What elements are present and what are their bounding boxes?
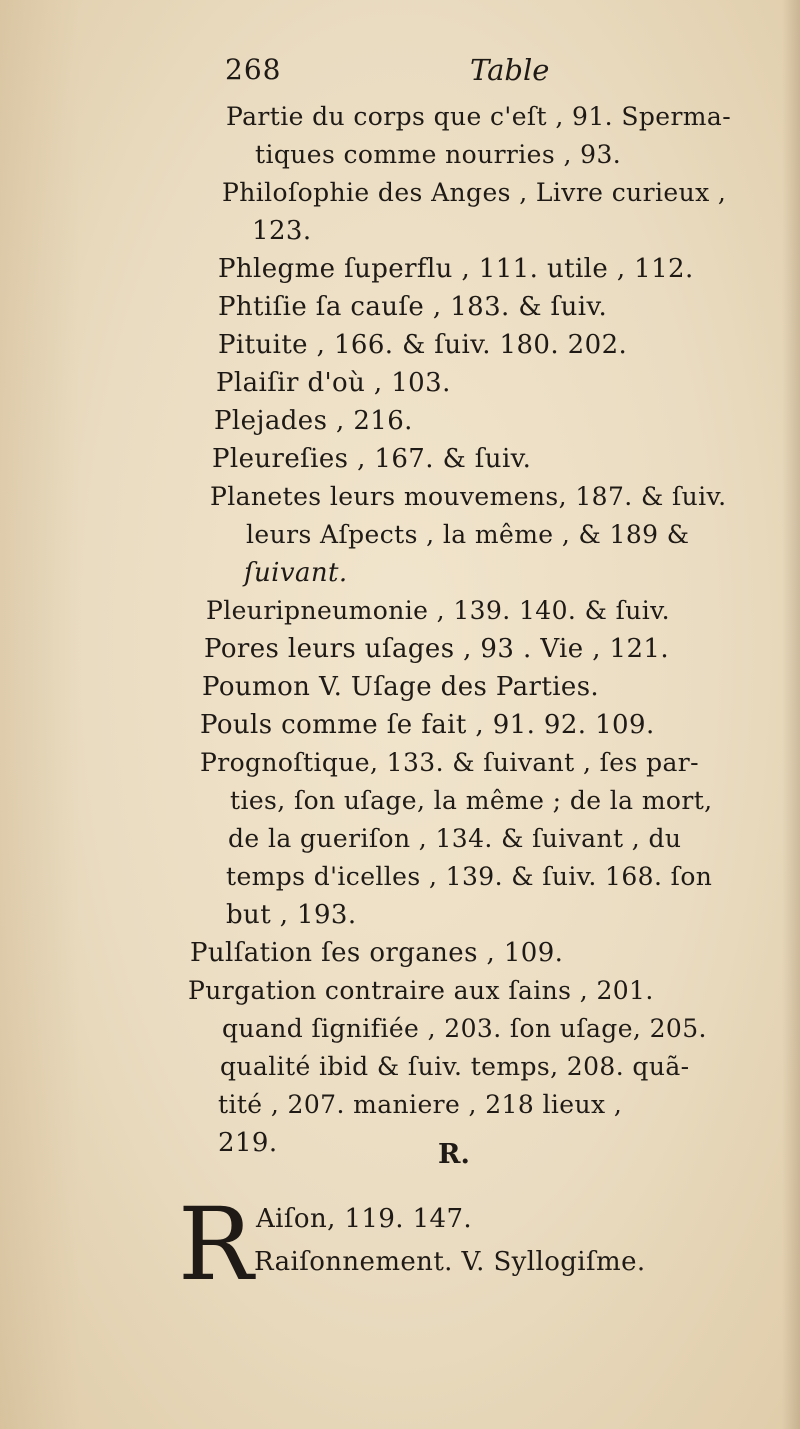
index-line: Philoſophie des Anges , Livre curieux , [222, 178, 727, 207]
index-line: Purgation contraire aux ſains , 201. [188, 976, 654, 1005]
index-line: Raiſonnement. V. Syllogiſme. [254, 1247, 646, 1277]
index-line: Pleuripneumonie , 139. 140. & ſuiv. [206, 596, 671, 625]
page-gutter-shadow [782, 0, 800, 1429]
index-line: de la gueriſon , 134. & ſuivant , du [228, 824, 682, 853]
index-line: but , 193. [226, 900, 357, 930]
index-line: ſuivant. [244, 558, 348, 588]
index-line: Plejades , 216. [214, 406, 413, 436]
index-line: Phlegme ſuperflu , 111. utile , 112. [218, 254, 694, 284]
index-line: tiques comme nourries , 93. [255, 140, 622, 169]
section-heading: R. [438, 1139, 470, 1170]
index-line: Prognoſtique, 133. & ſuivant , ſes par- [200, 748, 699, 777]
index-line: 219. [218, 1128, 278, 1158]
drop-cap-letter: R [178, 1186, 254, 1303]
index-line: Pituite , 166. & ſuiv. 180. 202. [218, 330, 628, 360]
index-line: Aiſon, 119. 147. [256, 1204, 473, 1234]
index-line: temps d'icelles , 139. & ſuiv. 168. ſon [226, 862, 713, 891]
index-line: ties, ſon uſage, la même ; de la mort, [230, 786, 713, 815]
index-line: Pulſation ſes organes , 109. [190, 938, 564, 968]
page-edge-stain [0, 0, 80, 1429]
running-title: Table [470, 53, 550, 87]
index-line: Phtiſie ſa cauſe , 183. & ſuiv. [218, 292, 608, 322]
index-line: 123. [252, 216, 312, 246]
index-line: Pores leurs uſages , 93 . Vie , 121. [204, 634, 670, 664]
index-line: Poumon V. Uſage des Parties. [202, 672, 600, 702]
index-line: quand ſignifiée , 203. ſon uſage, 205. [222, 1014, 707, 1043]
page-header [225, 50, 585, 90]
index-line: qualité ibid & ſuiv. temps, 208. quã- [220, 1052, 690, 1081]
index-line: Plaiſir d'où , 103. [216, 368, 451, 398]
index-line: leurs Aſpects , la même , & 189 & [246, 520, 690, 549]
page-number: 268 [225, 53, 282, 86]
index-line: Planetes leurs mouvemens, 187. & ſuiv. [210, 482, 727, 511]
index-line: Pouls comme ſe fait , 91. 92. 109. [200, 710, 655, 740]
index-line: Partie du corps que c'eſt , 91. Sperma- [226, 102, 732, 131]
index-line: Pleureſies , 167. & ſuiv. [212, 444, 532, 474]
index-line: tité , 207. maniere , 218 lieux , [218, 1090, 623, 1119]
